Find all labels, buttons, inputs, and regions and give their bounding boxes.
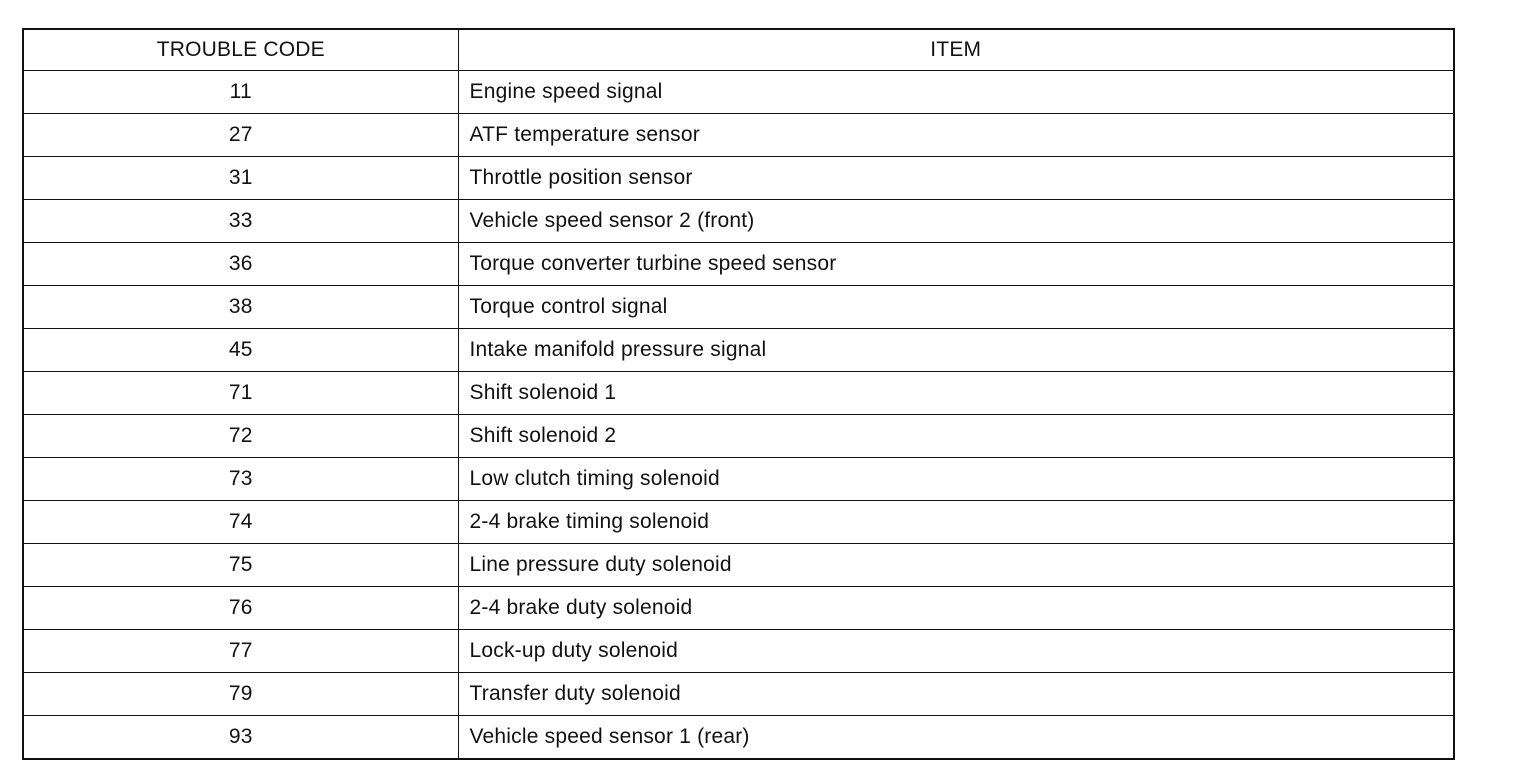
table-row bbox=[23, 329, 1454, 372]
header-item: ITEM bbox=[458, 29, 1454, 71]
header-trouble-code: TROUBLE CODE bbox=[23, 29, 458, 71]
table-row bbox=[23, 71, 1454, 114]
trouble-code-cell: 36 bbox=[23, 243, 458, 286]
item-cell: Transfer duty solenoid bbox=[458, 673, 1454, 716]
table-row bbox=[23, 501, 1454, 544]
table-header-row bbox=[23, 29, 1454, 71]
table-row bbox=[23, 458, 1454, 501]
item-cell: Vehicle speed sensor 1 (rear) bbox=[458, 716, 1454, 760]
trouble-code-cell: 79 bbox=[23, 673, 458, 716]
trouble-code-cell: 76 bbox=[23, 587, 458, 630]
item-cell: Intake manifold pressure signal bbox=[458, 329, 1454, 372]
item-cell: Line pressure duty solenoid bbox=[458, 544, 1454, 587]
trouble-code-cell: 73 bbox=[23, 458, 458, 501]
trouble-code-cell: 11 bbox=[23, 71, 458, 114]
item-cell: Shift solenoid 2 bbox=[458, 415, 1454, 458]
table-row bbox=[23, 286, 1454, 329]
item-cell: Vehicle speed sensor 2 (front) bbox=[458, 200, 1454, 243]
table-row bbox=[23, 587, 1454, 630]
table-row bbox=[23, 630, 1454, 673]
table-row bbox=[23, 372, 1454, 415]
table-row bbox=[23, 673, 1454, 716]
table-row bbox=[23, 716, 1454, 760]
trouble-code-cell: 45 bbox=[23, 329, 458, 372]
item-cell: Engine speed signal bbox=[458, 71, 1454, 114]
table-row bbox=[23, 157, 1454, 200]
item-cell: Torque control signal bbox=[458, 286, 1454, 329]
item-cell: 2-4 brake duty solenoid bbox=[458, 587, 1454, 630]
item-cell: ATF temperature sensor bbox=[458, 114, 1454, 157]
item-cell: Shift solenoid 1 bbox=[458, 372, 1454, 415]
trouble-code-cell: 72 bbox=[23, 415, 458, 458]
item-cell: Low clutch timing solenoid bbox=[458, 458, 1454, 501]
trouble-code-cell: 74 bbox=[23, 501, 458, 544]
item-cell: Throttle position sensor bbox=[458, 157, 1454, 200]
trouble-code-table bbox=[22, 28, 1455, 760]
item-cell: 2-4 brake timing solenoid bbox=[458, 501, 1454, 544]
trouble-code-cell: 27 bbox=[23, 114, 458, 157]
table-row bbox=[23, 243, 1454, 286]
item-cell: Torque converter turbine speed sensor bbox=[458, 243, 1454, 286]
trouble-code-cell: 93 bbox=[23, 716, 458, 760]
table-row bbox=[23, 114, 1454, 157]
trouble-code-cell: 33 bbox=[23, 200, 458, 243]
trouble-code-cell: 31 bbox=[23, 157, 458, 200]
trouble-code-cell: 71 bbox=[23, 372, 458, 415]
item-cell: Lock-up duty solenoid bbox=[458, 630, 1454, 673]
table-row bbox=[23, 200, 1454, 243]
table-row bbox=[23, 544, 1454, 587]
trouble-code-cell: 38 bbox=[23, 286, 458, 329]
trouble-code-cell: 77 bbox=[23, 630, 458, 673]
table-row bbox=[23, 415, 1454, 458]
trouble-code-cell: 75 bbox=[23, 544, 458, 587]
